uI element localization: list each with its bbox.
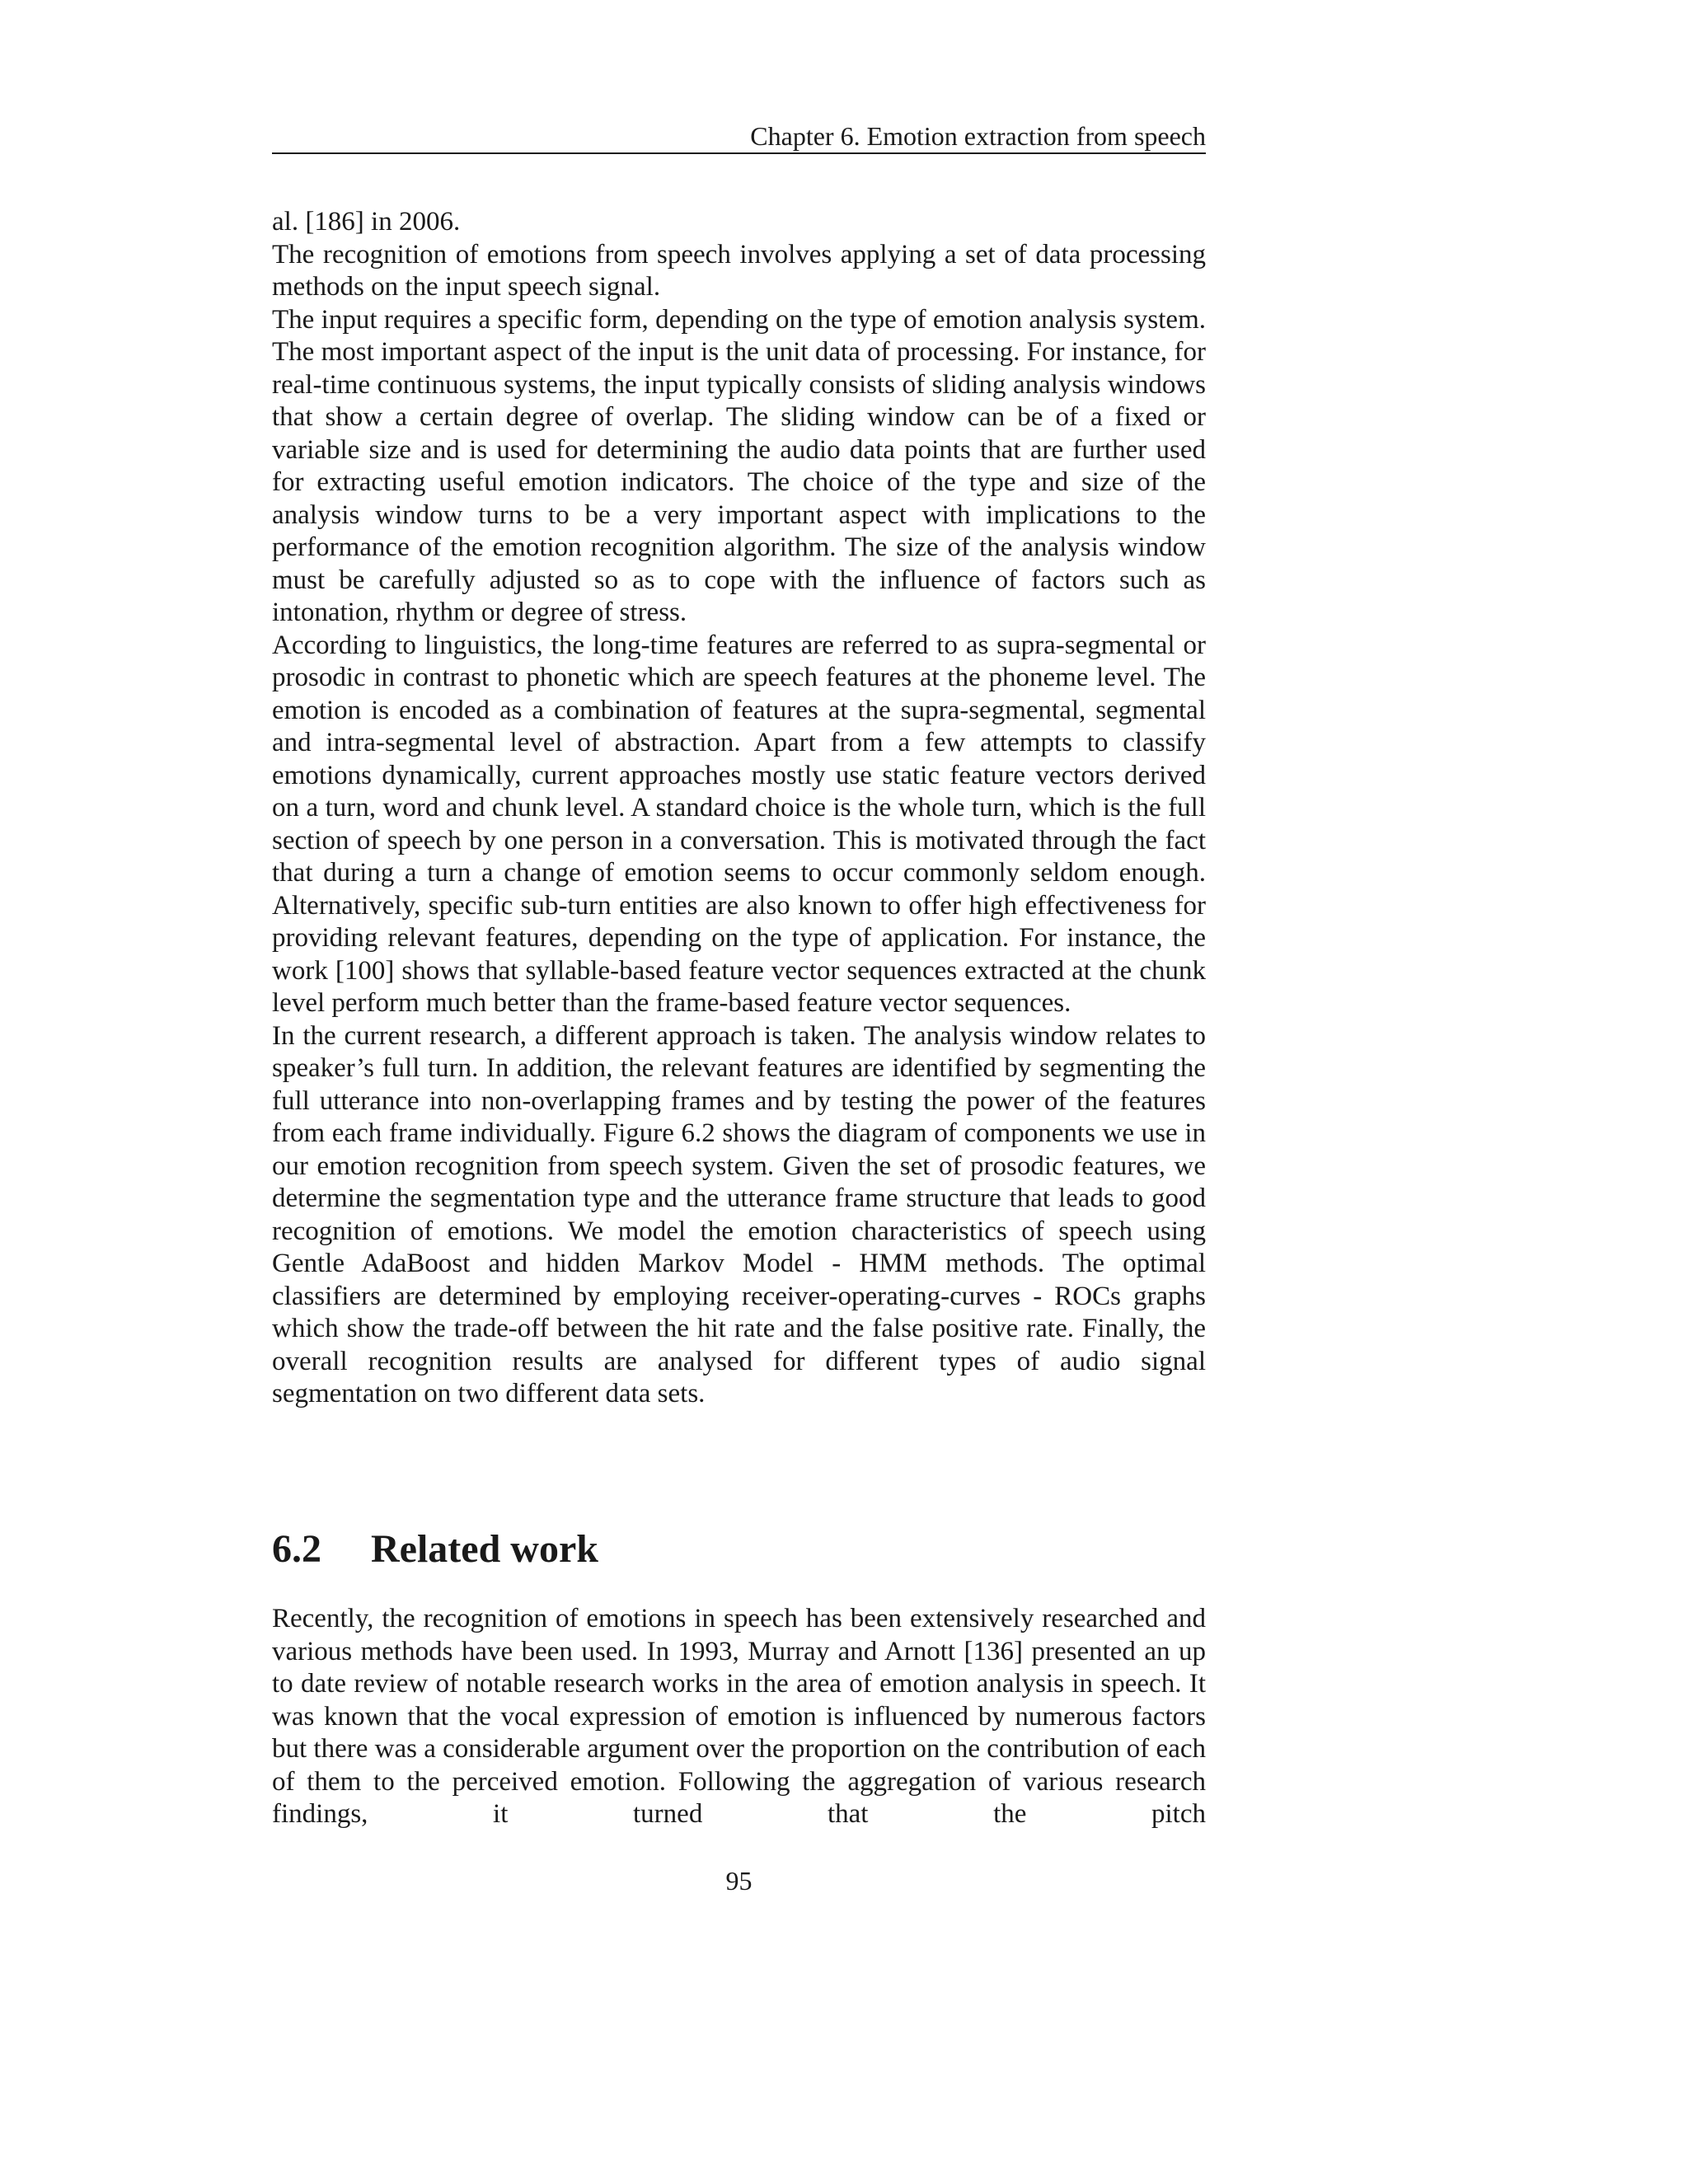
running-header: Chapter 6. Emotion extraction from speech	[750, 121, 1206, 151]
paragraph-recognition-intro: The recognition of emotions from speech involves applying a set of data processing methods on the input speech signal.	[272, 239, 1206, 302]
page-number: 95	[725, 1866, 753, 1896]
paragraph-input-form: The input requires a specific form, depending on the type of emotion analysis system. The most important aspect of the input is the unit data of processing. For instance, for real-time continuous systems, the input typically consists of sliding analysis windows that show a certain degree of overlap. The sliding window can be of a fixed or variable size and is used for determining the audio data points that are further used for extracting useful emotion indicators. The choice of the type and size of the analysis window turns to be a very important aspect with implications to the performance of the emotion recognition algorithm. The size of the analysis window must be carefully adjusted so as to cope with the influence of factors such as intonation, rhythm or degree of stress.	[272, 304, 1206, 627]
section-body-text	[272, 1603, 1206, 1831]
paragraph-related-work: Recently, the recognition of emotions in speech has been extensively researched and various methods have been used. In 1993, Murray and Arnott [136] presented an up to date review of notable research works in the area of emotion analysis in speech. It was known that the vocal expression of emotion is influenced by numerous factors but there was a considerable argument over the proportion on the contribution of each of them to the perceived emotion. Following the aggregation of various research findings, it turned that the pitch	[272, 1604, 1206, 1829]
section-number: 6.2	[272, 1527, 321, 1571]
section-title: Related work	[371, 1527, 598, 1571]
paragraph-continuation: al. [186] in 2006.	[272, 207, 461, 237]
section-heading	[272, 1525, 1206, 1574]
header-rule	[272, 152, 1206, 154]
body-text	[272, 206, 1206, 1411]
paragraph-linguistics: According to linguistics, the long-time features are referred to as supra-segmental or prosodic in contrast to phonetic which are speech features at the phoneme level. The emotion is encoded as a combination of features at the supra-segmental, segmental and intra-segmental level of abstraction. Apart from a few attempts to classify emotions dynamically, current approaches mostly use static feature vectors derived on a turn, word and chunk level. A standard choice is the whole turn, which is the full section of speech by one person in a conversation. This is motivated through the fact that during a turn a change of emotion seems to occur commonly seldom enough. Alternatively, specific sub-turn entities are also known to offer high effectiveness for providing relevant features, depending on the type of application. For instance, the work [100] shows that syllable-based feature vector sequences extracted at the chunk level perform much better than the frame-based feature vector sequences.	[272, 630, 1206, 1018]
paragraph-current-research: In the current research, a different approach is taken. The analysis window relates to speaker’s full turn. In addition, the relevant features are identified by segmenting the full utterance into non-overlapping frames and by testing the power of the features from each frame individually. Figure 6.2 shows the diagram of components we use in our emotion recognition from speech system. Given the set of prosodic features, we determine the segmentation type and the utterance frame structure that leads to good recognition of emotions. We model the emotion characteristics of speech using Gentle AdaBoost and hidden Markov Model - HMM methods. The optimal classifiers are determined by employing receiver-operating-curves - ROCs graphs which show the trade-off between the hit rate and the false positive rate. Finally, the overall recognition results are analysed for different types of audio signal segmentation on two different data sets.	[272, 1020, 1206, 1408]
